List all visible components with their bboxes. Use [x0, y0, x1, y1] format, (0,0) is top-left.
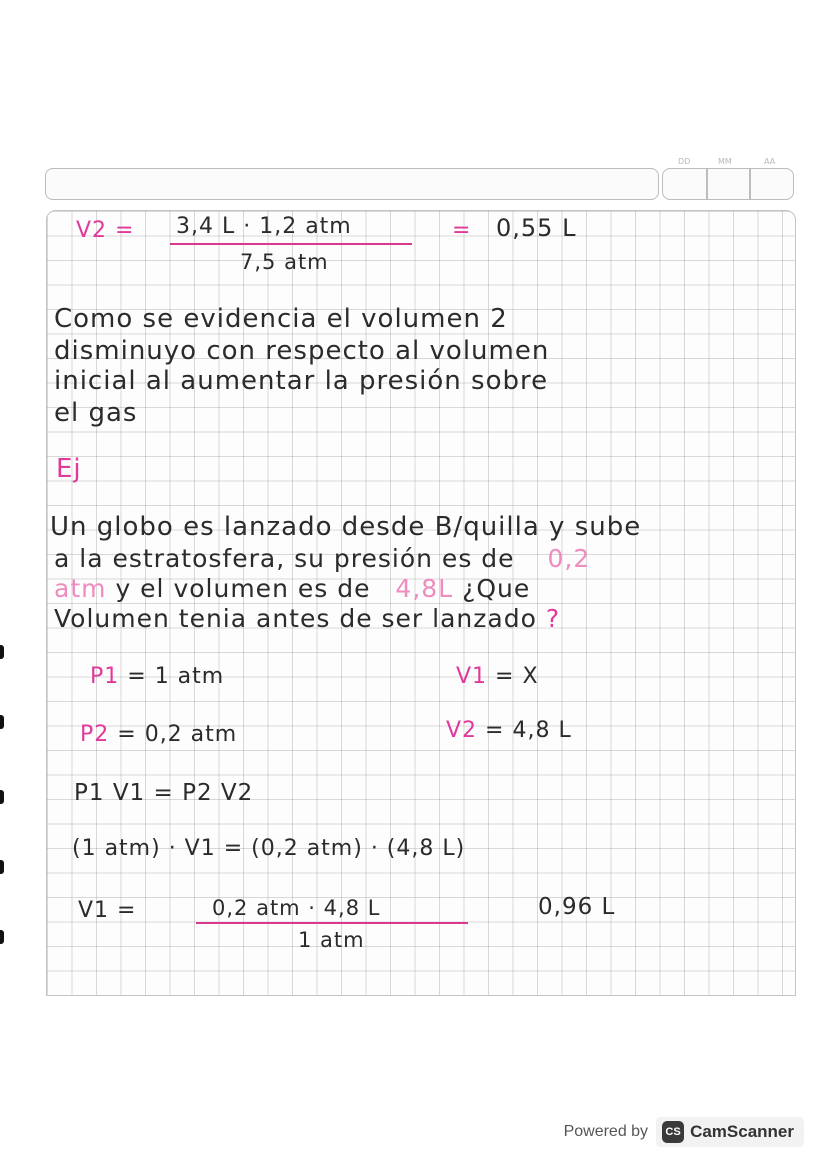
camscanner-badge: [656, 1117, 804, 1147]
v1-value: = X: [495, 664, 539, 689]
eq2-fraction-line: [196, 922, 468, 924]
eq1-numerator: 3,4 L · 1,2 atm: [176, 214, 352, 239]
binding-hole: [0, 860, 4, 874]
eq2-numerator: 0,2 atm · 4,8 L: [212, 896, 381, 920]
given-p1: [90, 664, 224, 689]
eq2-lhs: V1 =: [78, 898, 137, 923]
eq2-result: 0,96 L: [538, 894, 616, 920]
question-mark: ?: [545, 604, 561, 633]
eq1-equals: =: [452, 218, 472, 243]
v2-label: V2: [446, 718, 478, 743]
given-p2: [80, 722, 237, 747]
paragraph-line-1: Como se evidencia el volumen 2: [54, 304, 508, 334]
question-line-3: [54, 574, 530, 603]
question-line-1: Un globo es lanzado desde B/quilla y sube: [50, 512, 642, 542]
binding-hole: [0, 930, 4, 944]
powered-by-text: Powered by: [563, 1123, 649, 1140]
question-line-2: [54, 544, 590, 573]
boyle-law: P1 V1 = P2 V2: [74, 780, 254, 806]
question-line-4-text: Volumen tenia antes de ser lanzado: [54, 604, 537, 633]
camscanner-logo-icon: CS: [662, 1121, 684, 1143]
title-bar: [45, 168, 659, 200]
date-label-year: AA: [764, 157, 776, 166]
question-start: ¿Que: [462, 574, 531, 603]
binding-hole: [0, 790, 4, 804]
question-line-4: [54, 604, 560, 633]
eq2-denominator: 1 atm: [298, 928, 365, 952]
given-v1: [456, 664, 539, 689]
paragraph-line-3: inicial al aumentar la presión sobre: [54, 366, 549, 396]
paragraph-line-4: el gas: [54, 398, 138, 428]
binding-hole: [0, 645, 4, 659]
eq1-denominator: 7,5 atm: [240, 250, 329, 274]
binding-hole: [0, 715, 4, 729]
paragraph-line-2: disminuyo con respecto al volumen: [54, 336, 550, 366]
p2-value: = 0,2 atm: [117, 722, 238, 747]
camscanner-brand: CamScanner: [690, 1122, 794, 1141]
example-label: Ej: [56, 454, 82, 484]
substitution-line: (1 atm) · V1 = (0,2 atm) · (4,8 L): [72, 836, 466, 861]
volume-value: 4,8L: [395, 574, 454, 603]
date-label-day: DD: [678, 157, 691, 166]
p1-label: P1: [90, 664, 120, 689]
question-line-3-text: y el volumen es de: [115, 574, 371, 603]
eq1-result: 0,55 L: [496, 214, 577, 242]
p1-value: = 1 atm: [127, 664, 225, 689]
v2-value: = 4,8 L: [485, 718, 572, 743]
camscanner-watermark: [564, 1115, 804, 1149]
given-v2: [446, 718, 572, 743]
v1-label: V1: [456, 664, 488, 689]
eq1-fraction-line: [170, 243, 412, 245]
p2-label: P2: [80, 722, 110, 747]
date-label-month: MM: [718, 157, 732, 166]
pressure-unit: atm: [54, 574, 107, 603]
question-line-2-text: a la estratosfera, su presión es de: [54, 544, 515, 573]
eq1-lhs: V2 =: [76, 218, 135, 243]
date-box: [662, 168, 794, 200]
pressure-value: 0,2: [547, 544, 591, 573]
